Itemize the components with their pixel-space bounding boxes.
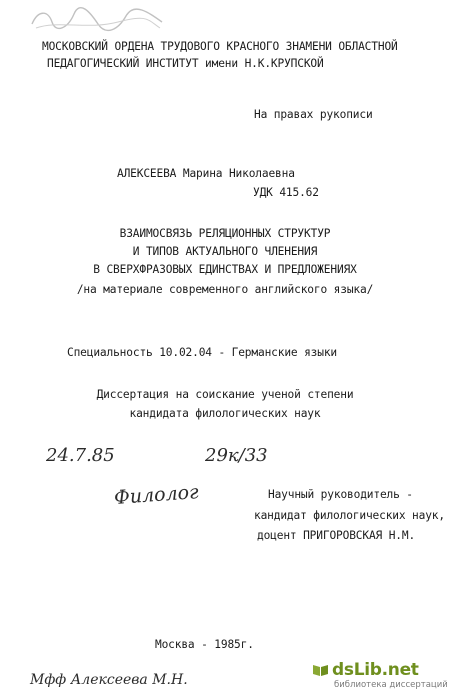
stamp-mark <box>28 6 166 32</box>
dissertation-line-2: кандидата филологических наук <box>129 407 321 420</box>
watermark-subtitle: библиотека диссертаций <box>334 680 448 690</box>
title-line-2: И ТИПОВ АКТУАЛЬНОГО ЧЛЕНЕНИЯ <box>132 245 318 258</box>
institution-line-1: МОСКОВСКИЙ ОРДЕНА ТРУДОВОГО КРАСНОГО ЗНАМЕНИ ОБЛАСТНОЙ <box>42 40 398 53</box>
handwritten-signature: Филолог <box>113 481 200 509</box>
place-year: Москва - 1985г. <box>155 638 254 651</box>
title-line-3: В СВЕРХФРАЗОВЫХ ЕДИНСТВАХ И ПРЕДЛОЖЕНИЯХ <box>93 263 357 276</box>
institution-line-2: ПЕДАГОГИЧЕСКИЙ ИНСТИТУТ имени Н.К.КРУПСКОЙ <box>47 57 324 70</box>
book-icon <box>312 663 329 677</box>
supervisor-line-1: Научный руководитель - <box>268 488 413 501</box>
specialty: Специальность 10.02.04 - Германские языки <box>67 346 338 359</box>
author-name: АЛЕКСЕЕВА Марина Николаевна <box>117 167 295 180</box>
handwritten-bottom-note: Мфф Алексеева М.Н. <box>30 672 188 688</box>
udc-code: УДК 415.62 <box>253 186 319 199</box>
dissertation-line-1: Диссертация на соискание ученой степени <box>96 388 354 401</box>
title-line-4: /на материале современного английского языка/ <box>76 283 374 296</box>
handwritten-date: 24.7.85 <box>46 445 115 466</box>
supervisor-line-3: доцент ПРИГОРОВСКАЯ Н.М. <box>257 529 416 542</box>
supervisor-line-2: кандидат филологических наук, <box>254 509 445 522</box>
watermark-logo: dsLib.net <box>332 660 419 680</box>
watermark <box>332 660 448 692</box>
handwritten-number: 29к/33 <box>205 445 268 466</box>
rights-note: На правах рукописи <box>254 108 373 121</box>
title-line-1: ВЗАИМОСВЯЗЬ РЕЛЯЦИОННЫХ СТРУКТУР <box>119 227 331 240</box>
